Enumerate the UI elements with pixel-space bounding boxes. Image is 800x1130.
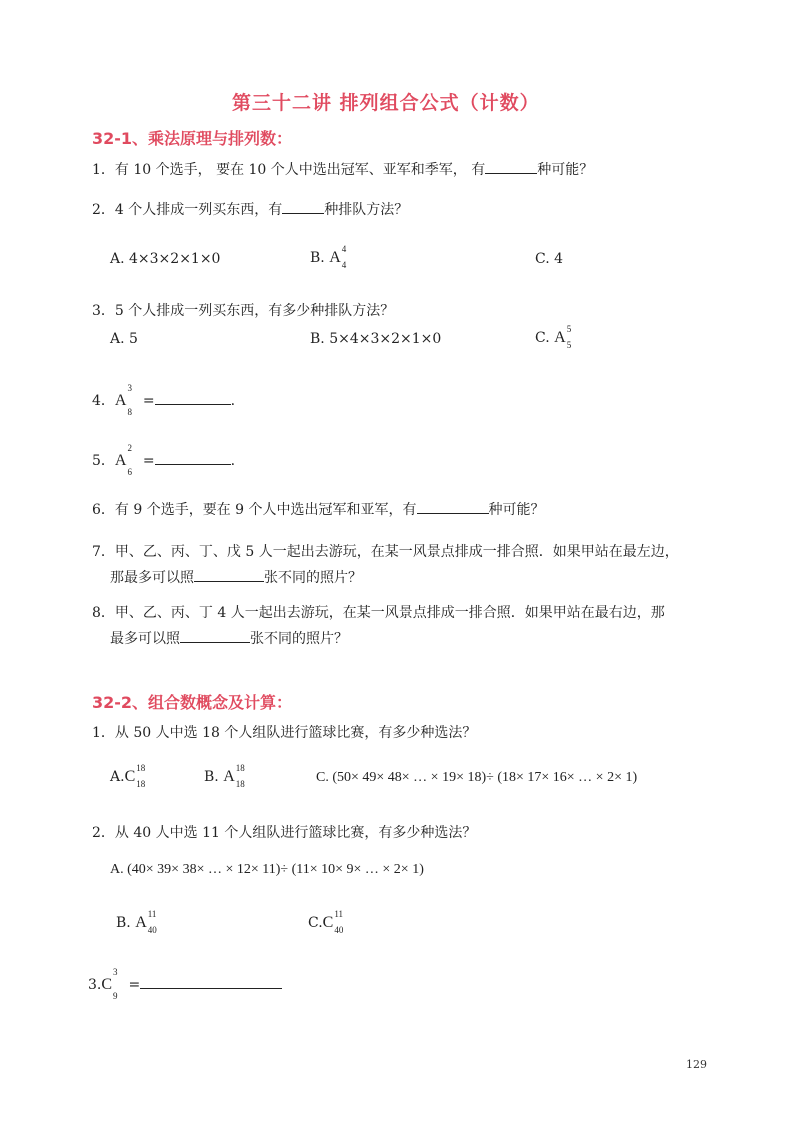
answer-blank[interactable] [155,450,231,465]
option-2-2-b[interactable] [116,909,159,935]
permutation-symbol: A 2 6 [114,443,132,477]
answer-blank[interactable] [282,199,324,214]
question-text: 8．甲、乙、丙、丁 4 人一起出去游玩，在某一风景点排成一排合照．如果甲站在最右边，那 [92,605,665,621]
option-2-1-c[interactable]: C. (50× 49× 48× … × 19× 18)÷ (18× 17× 16× … × 2× 1) [316,770,638,785]
option-label: A. [110,769,125,785]
question-1-5 [92,443,236,477]
page-number: 129 [686,1058,707,1071]
question-text: 种可能？ [488,502,545,518]
option-2-1-a[interactable] [110,763,147,789]
option-1-3-b[interactable]: B. 5×4×3×2×1×0 [310,331,442,347]
permutation-symbol: A 5 5 [554,324,572,350]
question-text: 7．甲、乙、丙、丁、戊 5 人一起出去游玩，在某一风景点排成一排合照．如果甲站在最左边， [92,544,679,560]
section-heading-32-1: 32-1、乘法原理与排列数： [92,129,293,148]
question-text: 张不同的照片？ [250,631,348,647]
equals-sign: = [124,977,141,993]
answer-blank[interactable] [485,159,537,174]
question-1-8 [92,600,665,652]
option-2-2-a[interactable]: A. (40× 39× 38× … × 12× 11)÷ (11× 10× 9× … × 2× 1) [110,862,424,877]
question-1-4 [92,383,236,417]
option-1-2-a[interactable]: A. 4×3×2×1×0 [110,251,221,267]
question-text: 张不同的照片？ [264,570,362,586]
option-1-3-a[interactable]: A. 5 [110,331,138,347]
option-2-2-c[interactable] [308,909,345,935]
answer-blank[interactable] [194,567,264,582]
option-1-2-b[interactable] [310,244,353,270]
answer-blank[interactable] [155,390,231,405]
permutation-symbol: A 3 8 [114,383,132,417]
equals-sign: = [138,393,155,409]
period: . [230,393,236,409]
question-text: 1．有 10 个选手， 要在 10 个人中选出冠军、亚军和季军， 有 [92,162,486,178]
option-label: B. [310,250,325,266]
question-1-3: 3．5 个人排成一列买东西，有多少种排队方法？ [92,303,395,319]
question-text: 最多可以照 [110,631,180,647]
permutation-symbol: A 11 40 [135,909,157,935]
answer-blank[interactable] [417,499,489,514]
answer-blank[interactable] [140,974,282,989]
option-label: B. [116,915,131,931]
page-title: 第三十二讲 排列组合公式（计数） [232,92,540,114]
question-1-6 [92,497,545,523]
question-1-1 [92,157,593,183]
question-text: 那最多可以照 [110,570,194,586]
question-number: 4． [92,393,115,409]
question-text: 种可能？ [537,162,594,178]
question-1-7 [92,539,679,591]
combination-symbol: C 3 9 [101,967,118,1001]
question-2-2: 2．从 40 人中选 11 个人组队进行篮球比赛，有多少种选法？ [92,825,477,841]
question-text: 种排队方法？ [324,202,409,218]
answer-blank[interactable] [180,628,250,643]
question-1-2 [92,197,408,223]
option-label: C. [535,330,550,346]
permutation-symbol: A 18 18 [223,763,245,789]
period: . [230,453,236,469]
question-number: 5． [92,453,115,469]
section-heading-32-2: 32-2、组合数概念及计算： [92,693,293,712]
option-label: B. [204,769,219,785]
question-text: 2．4 个人排成一列买东西，有 [92,202,283,218]
option-1-2-c[interactable]: C. 4 [535,251,564,267]
question-number: 3. [88,977,102,993]
question-2-1: 1．从 50 人中选 18 个人组队进行篮球比赛，有多少种选法？ [92,725,477,741]
combination-symbol: C 18 18 [124,763,146,789]
question-2-3 [88,967,282,1001]
equals-sign: = [138,453,155,469]
option-1-3-c[interactable] [535,324,578,350]
option-label: C. [308,915,323,931]
combination-symbol: C 11 40 [322,909,344,935]
option-2-1-b[interactable] [204,763,247,789]
question-text: 6．有 9 个选手，要在 9 个人中选出冠军和亚军，有 [92,502,417,518]
permutation-symbol: A 4 4 [329,244,347,270]
